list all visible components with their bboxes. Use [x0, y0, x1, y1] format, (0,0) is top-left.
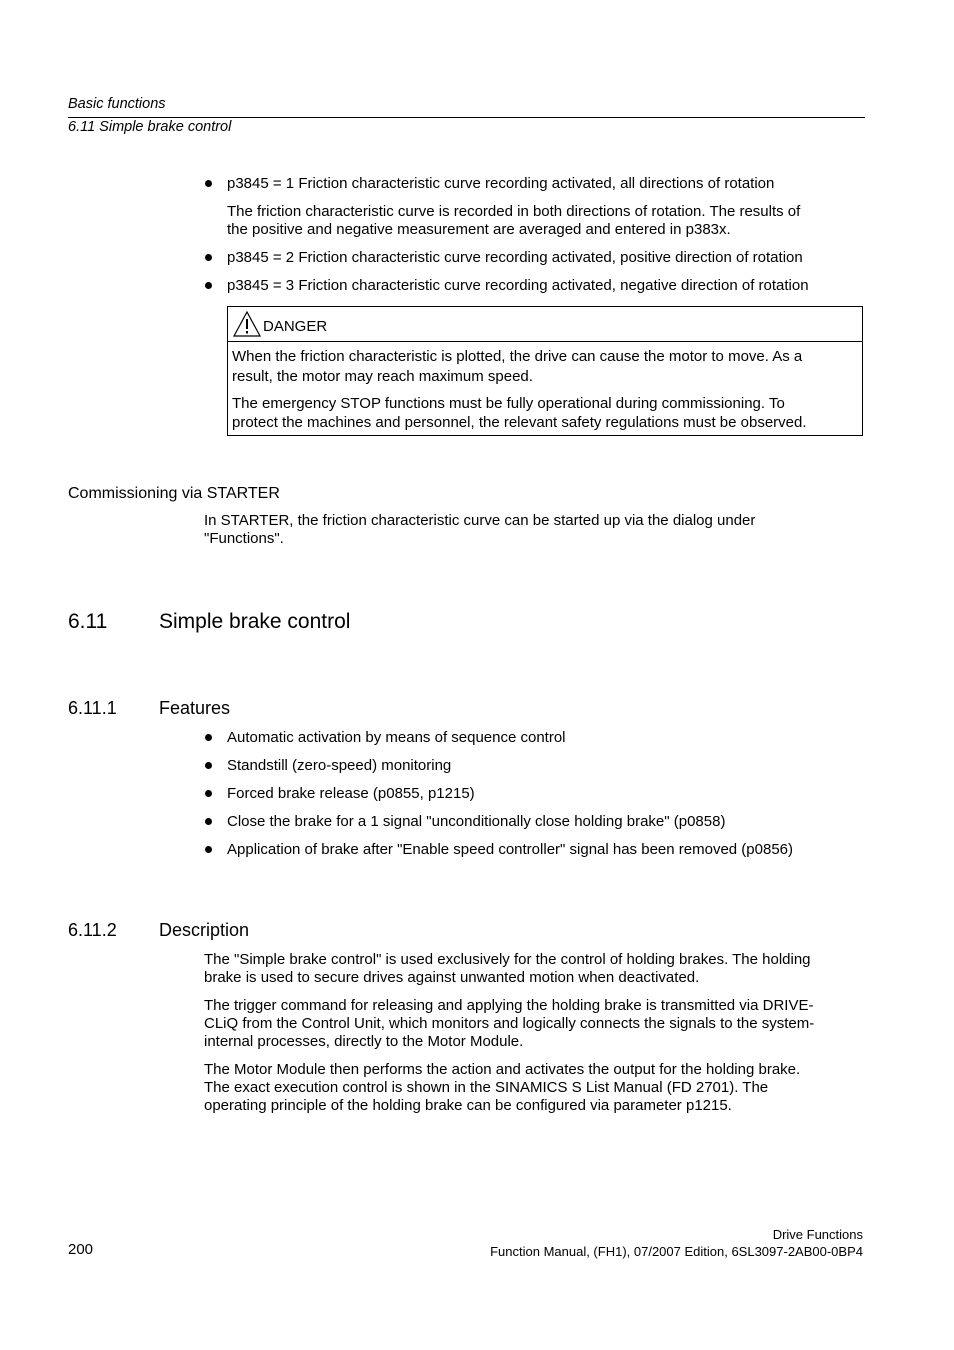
warning-triangle-icon — [233, 311, 261, 342]
subsection-title: Features — [159, 698, 231, 718]
page-number: 200 — [68, 1241, 94, 1258]
bullet-dot — [205, 762, 212, 769]
footer-doc-edition: Function Manual, (FH1), 07/2007 Edition, 6SL3097-2AB00-0BP4 — [490, 1244, 863, 1259]
danger-text: protect the machines and personnel, the relevant safety regulations must be observed. — [232, 414, 807, 431]
bullet-item: p3845 = 1 Friction characteristic curve recording activated, all directions of rotation — [227, 175, 775, 192]
subsection-title: Description — [159, 920, 250, 940]
bullet-dot — [205, 818, 212, 825]
bullet-dot — [205, 734, 212, 741]
paragraph-line: operating principle of the holding brake can be configured via parameter p1215. — [204, 1097, 732, 1114]
footer-doc-title: Drive Functions — [772, 1227, 863, 1242]
bullet-dot — [205, 282, 212, 289]
paragraph-line: The Motor Module then performs the action and activates the output for the holding brake. — [204, 1061, 801, 1078]
danger-title: DANGER — [263, 318, 328, 335]
paragraph-line: The trigger command for releasing and applying the holding brake is transmitted via DRIVE- — [204, 997, 814, 1014]
bullet-item: p3845 = 3 Friction characteristic curve recording activated, negative direction of rotation — [227, 277, 809, 294]
paragraph-line: CLiQ from the Control Unit, which monitors and logically connects the signals to the system- — [204, 1015, 815, 1032]
danger-notice — [227, 306, 863, 436]
bullet-dot — [205, 180, 212, 187]
feature-item: Forced brake release (p0855, p1215) — [227, 785, 475, 802]
feature-item: Automatic activation by means of sequence control — [227, 729, 566, 746]
paragraph-line: brake is used to secure drives against unwanted motion when deactivated. — [204, 969, 700, 986]
bullet-note: the positive and negative measurement are averaged and entered in p383x. — [227, 221, 731, 238]
feature-item: Application of brake after "Enable speed controller" signal has been removed (p0856) — [227, 841, 793, 858]
subheading: Commissioning via STARTER — [68, 485, 280, 502]
bullet-note: The friction characteristic curve is recorded in both directions of rotation. The results of — [227, 203, 801, 220]
danger-text: When the friction characteristic is plotted, the drive can cause the motor to move. As a — [232, 348, 803, 365]
header-section: 6.11 Simple brake control — [68, 119, 232, 135]
paragraph-line: The "Simple brake control" is used exclusively for the control of holding brakes. The holding — [204, 951, 811, 968]
bullet-dot — [205, 846, 212, 853]
danger-text: The emergency STOP functions must be fully operational during commissioning. To — [232, 395, 785, 412]
header-chapter: Basic functions — [68, 96, 166, 112]
feature-item: Close the brake for a 1 signal "unconditionally close holding brake" (p0858) — [227, 813, 726, 830]
paragraph-line: In STARTER, the friction characteristic curve can be started up via the dialog under — [204, 512, 756, 529]
danger-text: result, the motor may reach maximum speed. — [232, 368, 533, 385]
subsection-number: 6.11.1 — [68, 698, 117, 718]
bullet-dot — [205, 790, 212, 797]
paragraph-line: The exact execution control is shown in the SINAMICS S List Manual (FD 2701). The — [204, 1079, 769, 1096]
section-title: Simple brake control — [159, 610, 351, 633]
subsection-number: 6.11.2 — [68, 920, 117, 940]
paragraph-line: "Functions". — [204, 530, 284, 547]
bullet-item: p3845 = 2 Friction characteristic curve recording activated, positive direction of rotation — [227, 249, 803, 266]
section-number: 6.11 — [68, 610, 108, 633]
paragraph-line: internal processes, directly to the Motor Module. — [204, 1033, 524, 1050]
bullet-dot — [205, 254, 212, 261]
feature-item: Standstill (zero-speed) monitoring — [227, 757, 452, 774]
danger-header — [228, 307, 862, 342]
